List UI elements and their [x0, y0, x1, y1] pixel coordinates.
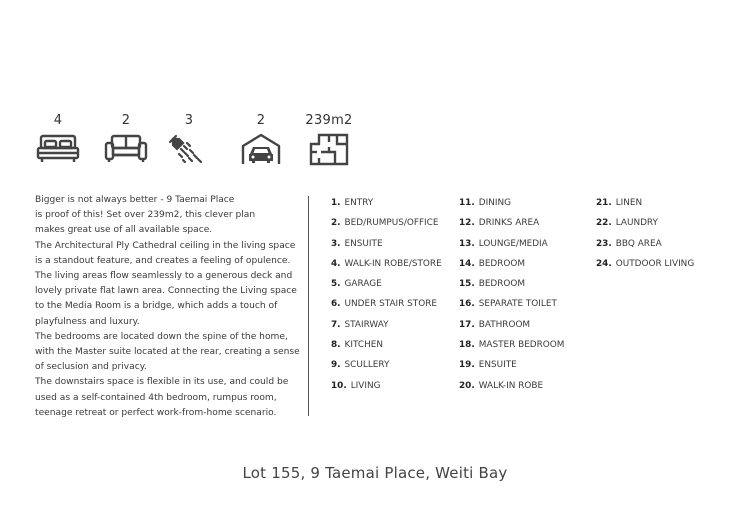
legend-item — [459, 277, 564, 297]
legend-label: BEDROOM — [478, 279, 526, 290]
legend-label: BED/RUMPUS/OFFICE — [344, 218, 439, 229]
legend-number: 22. — [596, 218, 612, 229]
description-line: The downstairs space is flexible in its use, and could be — [35, 377, 289, 388]
legend-label: LINEN — [615, 198, 643, 208]
legend-number: 16. — [459, 299, 475, 310]
floorplan-icon — [303, 132, 355, 170]
description-line: teenage retreat or perfect work-from-home scenario. — [35, 407, 277, 418]
description-line: to the Media Room is a bridge, which adds a touch of — [35, 301, 278, 312]
description-line: lovely private flat lawn area. Connecting the Living space — [35, 286, 297, 297]
room-legend-column-1 — [331, 196, 442, 399]
legend-label: LOUNGE/MEDIA — [478, 238, 548, 249]
description-line: The Architectural Ply Cathedral ceiling in the living space — [35, 240, 296, 251]
legend-number: 21. — [596, 198, 612, 208]
legend-item — [459, 379, 564, 399]
bathrooms-count: 3 — [184, 113, 194, 128]
legend-number: 6. — [331, 299, 341, 310]
legend-item — [331, 237, 442, 257]
sofa-icon — [103, 132, 149, 168]
legend-label: STAIRWAY — [344, 319, 389, 330]
legend-number: 11. — [459, 198, 475, 208]
legend-label: KITCHEN — [344, 340, 384, 351]
legend-item — [331, 196, 442, 216]
property-description — [35, 193, 300, 421]
legend-number: 5. — [331, 279, 341, 290]
floor-area-feature — [303, 112, 355, 170]
legend-number: 19. — [459, 360, 475, 371]
legend-item — [459, 338, 564, 358]
legend-label: ENSUITE — [344, 238, 383, 249]
bathrooms-feature — [166, 112, 212, 168]
description-line: The bedrooms are located down the spine of the home, — [35, 331, 288, 342]
legend-label: BATHROOM — [478, 319, 531, 330]
legend-item — [596, 216, 694, 236]
legend-number: 9. — [331, 360, 341, 371]
description-line: used as a self-contained 4th bedroom, rumpus room, — [35, 392, 277, 403]
legend-item — [331, 338, 442, 358]
description-line: playfulness and luxury. — [35, 316, 140, 327]
feature-icons-row — [33, 112, 363, 172]
description-line: The living areas flow seamlessly to a generous deck and — [35, 271, 293, 282]
legend-item — [331, 379, 442, 399]
legend-item — [459, 257, 564, 277]
legend-item — [331, 358, 442, 378]
legend-item — [331, 297, 442, 317]
living-feature — [103, 112, 149, 168]
legend-label: LAUNDRY — [615, 218, 658, 229]
legend-number: 10. — [331, 380, 347, 391]
legend-number: 15. — [459, 279, 475, 290]
room-legend-column-2 — [459, 196, 564, 399]
description-line: makes great use of all available space. — [35, 225, 213, 236]
shower-icon — [166, 132, 212, 168]
legend-label: GARAGE — [344, 279, 382, 290]
legend-number: 23. — [596, 238, 612, 249]
legend-label: SEPARATE TOILET — [478, 299, 557, 310]
description-line: with the Master suite located at the rear, creating a sense — [35, 347, 300, 358]
property-address: Lot 155, 9 Taemai Place, Weiti Bay — [242, 464, 508, 482]
description-line: of seclusion and privacy. — [35, 362, 147, 373]
legend-label: ENSUITE — [478, 360, 517, 371]
legend-number: 12. — [459, 218, 475, 229]
legend-number: 3. — [331, 238, 341, 249]
legend-item — [459, 358, 564, 378]
legend-label: WALK-IN ROBE/STORE — [344, 258, 442, 269]
description-line: is a standout feature, and creates a feeling of opulence. — [35, 255, 291, 266]
legend-label: UNDER STAIR STORE — [344, 299, 437, 310]
legend-number: 8. — [331, 340, 341, 351]
legend-item — [596, 257, 694, 277]
legend-label: SCULLERY — [344, 360, 390, 371]
legend-item — [459, 237, 564, 257]
legend-item — [459, 216, 564, 236]
garage-count: 2 — [256, 113, 266, 128]
legend-item — [459, 196, 564, 216]
legend-item — [331, 277, 442, 297]
living-count: 2 — [121, 113, 131, 128]
floor-area-value: 239m2 — [305, 113, 353, 128]
garage-feature — [238, 112, 284, 170]
legend-label: MASTER BEDROOM — [478, 340, 565, 351]
legend-label: OUTDOOR LIVING — [615, 258, 695, 269]
legend-number: 4. — [331, 258, 341, 269]
legend-number: 14. — [459, 258, 475, 269]
legend-item — [459, 297, 564, 317]
bedrooms-count: 4 — [53, 113, 63, 128]
legend-item — [596, 237, 694, 257]
bed-icon — [33, 132, 83, 168]
legend-item — [459, 318, 564, 338]
description-line: is proof of this! Set over 239m2, this clever plan — [35, 210, 256, 221]
legend-number: 20. — [459, 380, 475, 391]
garage-icon — [238, 132, 284, 170]
legend-item — [331, 318, 442, 338]
legend-label: DRINKS AREA — [478, 218, 540, 229]
legend-number: 24. — [596, 258, 612, 269]
legend-label: BBQ AREA — [615, 238, 662, 249]
legend-label: WALK-IN ROBE — [478, 380, 544, 391]
legend-number: 17. — [459, 319, 475, 330]
legend-number: 1. — [331, 198, 341, 208]
legend-number: 2. — [331, 218, 341, 229]
legend-label: BEDROOM — [478, 258, 526, 269]
room-legend-column-3 — [596, 196, 694, 277]
legend-number: 18. — [459, 340, 475, 351]
description-line: Bigger is not always better - 9 Taemai Place — [35, 195, 235, 205]
legend-item — [331, 257, 442, 277]
legend-label: DINING — [478, 198, 511, 208]
bedrooms-feature — [33, 112, 83, 168]
legend-number: 13. — [459, 238, 475, 249]
vertical-divider — [308, 196, 309, 416]
legend-item — [331, 216, 442, 236]
legend-number: 7. — [331, 319, 341, 330]
legend-label: LIVING — [350, 380, 381, 391]
legend-label: ENTRY — [344, 198, 374, 208]
legend-item — [596, 196, 694, 216]
